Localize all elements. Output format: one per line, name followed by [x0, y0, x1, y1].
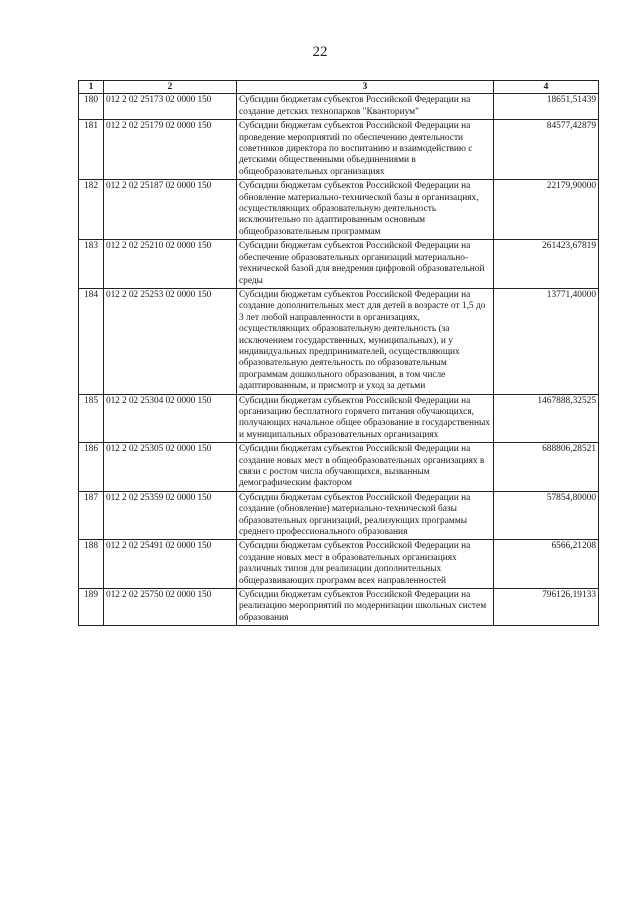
- row-number: 188: [79, 540, 104, 589]
- column-header-2: 2: [104, 81, 237, 94]
- row-amount: 261423,67819: [494, 240, 599, 289]
- row-number: 185: [79, 394, 104, 443]
- budget-code: 012 2 02 25305 02 0000 150: [104, 443, 237, 492]
- table-row: [79, 394, 599, 443]
- row-amount: 13771,40000: [494, 288, 599, 394]
- budget-code: 012 2 02 25750 02 0000 150: [104, 589, 237, 626]
- table-row: [79, 240, 599, 289]
- row-description: Субсидии бюджетам субъектов Российской Федерации на создание новых мест в общеобразовательных организациях в связи с ростом числа обучающихся, вызванным демографическим фактором: [237, 443, 494, 492]
- row-number: 184: [79, 288, 104, 394]
- row-description: Субсидии бюджетам субъектов Российской Федерации на реализацию мероприятий по модернизации школьных систем образования: [237, 589, 494, 626]
- table-row: [79, 180, 599, 240]
- column-header-3: 3: [237, 81, 494, 94]
- budget-code: 012 2 02 25253 02 0000 150: [104, 288, 237, 394]
- column-header-1: 1: [79, 81, 104, 94]
- row-number: 180: [79, 94, 104, 120]
- row-number: 183: [79, 240, 104, 289]
- row-number: 186: [79, 443, 104, 492]
- row-number: 182: [79, 180, 104, 240]
- row-description: Субсидии бюджетам субъектов Российской Федерации на обеспечение образовательных организаций материально-технической базой для внедрения цифровой образовательной среды: [237, 240, 494, 289]
- row-description: Субсидии бюджетам субъектов Российской Федерации на создание дополнительных мест для детей в возрасте от 1,5 до 3 лет любой направленности в организациях, осуществляющих образовательную деятельность (за исключением государственных, муниципальных), и у индивидуальных предпринимателей, осуществляющих образовательную деятельность по образовательным программам дошкольного образования, в том числе адаптированным, и присмотр и уход за детьми: [237, 288, 494, 394]
- budget-code: 012 2 02 25179 02 0000 150: [104, 120, 237, 180]
- budget-code: 012 2 02 25304 02 0000 150: [104, 394, 237, 443]
- row-amount: 84577,42879: [494, 120, 599, 180]
- row-amount: 18651,51439: [494, 94, 599, 120]
- row-description: Субсидии бюджетам субъектов Российской Федерации на обновление материально-технической базы в организациях, осуществляющих образовательную деятельность исключительно по адаптированным основным общеобразовательным программам: [237, 180, 494, 240]
- column-header-4: 4: [494, 81, 599, 94]
- table-row: [79, 589, 599, 626]
- budget-code: 012 2 02 25491 02 0000 150: [104, 540, 237, 589]
- row-amount: 688806,28521: [494, 443, 599, 492]
- row-description: Субсидии бюджетам субъектов Российской Федерации на проведение мероприятий по обеспечению деятельности советников директора по воспитанию и взаимодействию с детскими общественными объединениями в общеобразовательных организациях: [237, 120, 494, 180]
- table-row: [79, 443, 599, 492]
- row-number: 189: [79, 589, 104, 626]
- row-number: 181: [79, 120, 104, 180]
- table-row: [79, 491, 599, 540]
- row-amount: 1467888,32525: [494, 394, 599, 443]
- row-amount: 22179,90000: [494, 180, 599, 240]
- row-description: Субсидии бюджетам субъектов Российской Федерации на создание детских технопарков "Кванториум": [237, 94, 494, 120]
- page-number: 22: [312, 44, 328, 60]
- table-row: [79, 288, 599, 394]
- budget-table: [78, 80, 599, 626]
- budget-code: 012 2 02 25187 02 0000 150: [104, 180, 237, 240]
- table-row: [79, 120, 599, 180]
- row-description: Субсидии бюджетам субъектов Российской Федерации на организацию бесплатного горячего питания обучающихся, получающих начальное общее образование в государственных и муниципальных образовательных организациях: [237, 394, 494, 443]
- budget-code: 012 2 02 25359 02 0000 150: [104, 491, 237, 540]
- table-row: [79, 540, 599, 589]
- row-amount: 6566,21208: [494, 540, 599, 589]
- row-description: Субсидии бюджетам субъектов Российской Федерации на создание новых мест в образовательных организациях различных типов для реализации дополнительных общеразвивающих программ всех направленностей: [237, 540, 494, 589]
- budget-code: 012 2 02 25210 02 0000 150: [104, 240, 237, 289]
- row-amount: 57854,80000: [494, 491, 599, 540]
- row-amount: 796126,19133: [494, 589, 599, 626]
- row-number: 187: [79, 491, 104, 540]
- table-header-row: [79, 81, 599, 94]
- budget-code: 012 2 02 25173 02 0000 150: [104, 94, 237, 120]
- table-row: [79, 94, 599, 120]
- row-description: Субсидии бюджетам субъектов Российской Федерации на создание (обновление) материально-технической базы образовательных организаций, реализующих программы среднего профессионального образования: [237, 491, 494, 540]
